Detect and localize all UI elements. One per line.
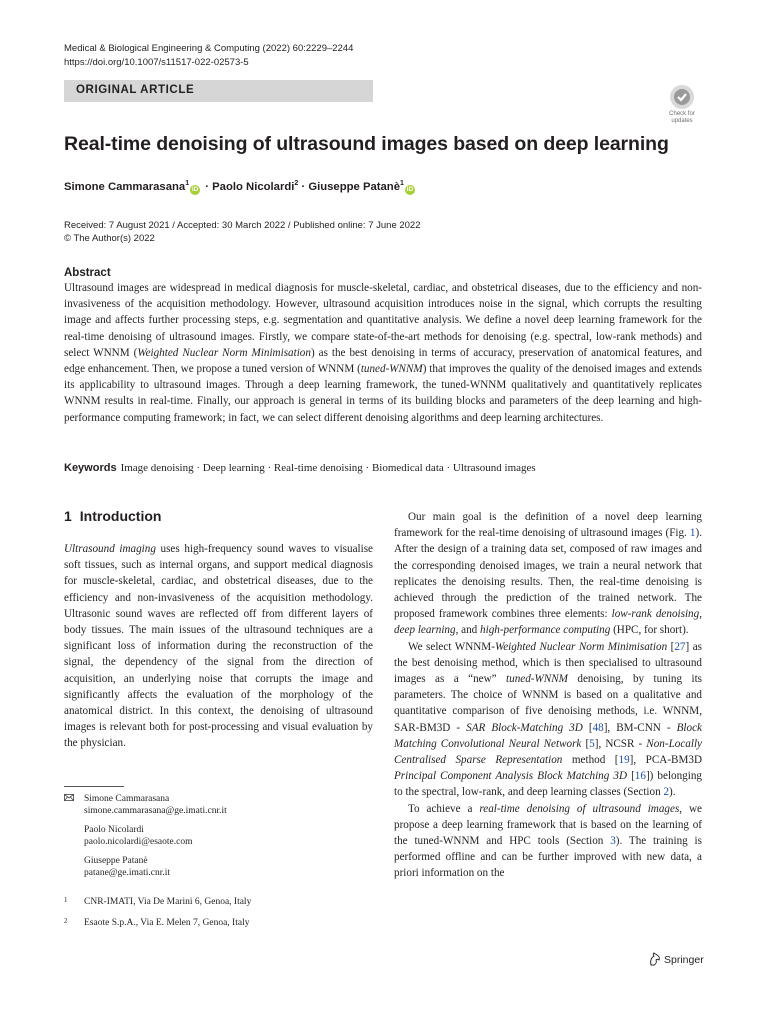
citation-link[interactable]: 5 [589,737,595,750]
keywords [64,462,536,474]
section-link[interactable]: 3 [610,835,616,848]
journal-citation: Medical & Biological Engineering & Computing (2022) 60:2229–2244 [64,43,354,54]
doi-link[interactable]: https://doi.org/10.1007/s11517-022-02573-5 [64,57,249,68]
footnote-divider [64,786,124,787]
contact-email[interactable]: paolo.nicolardi@esaote.com [84,837,193,848]
contact-name: Giuseppe Patanè [84,855,148,866]
journal-header [64,42,353,70]
author-name[interactable]: Giuseppe Patanè [308,181,400,193]
article-type-banner: ORIGINAL ARTICLE [64,80,373,102]
publisher-logo [648,952,704,966]
check-for-updates-icon [669,84,695,110]
article-title: Real-time denoising of ultrasound images based on deep learning [64,133,669,155]
figure-link[interactable]: 1 [689,527,696,540]
citation-link[interactable]: 48 [592,721,604,734]
author-name[interactable]: Simone Cammarasana [64,181,186,193]
orcid-icon[interactable]: iD [406,186,414,193]
contact-email[interactable]: simone.cammarasana@ge.imati.cnr.it [84,806,227,817]
publication-dates: Received: 7 August 2021 / Accepted: 30 March 2022 / Published online: 7 June 2022 © The Author(s) 2022 [64,220,421,244]
check-for-updates-label: Check for updates [669,111,695,124]
contact-name: Paolo Nicolardi [84,824,144,835]
springer-horse-icon [648,952,661,966]
citation-link[interactable]: 16 [634,770,646,783]
check-for-updates-badge[interactable] [662,84,702,124]
author-name[interactable]: Paolo Nicolardi [212,181,295,193]
contact-name: Simone Cammarasana [84,794,170,804]
orcid-icon[interactable]: iD [191,186,199,193]
envelope-icon [64,794,74,801]
author-list: Simone Cammarasana$^1$iD · Paolo Nicolardi$^2$ · Giuseppe Patanè$^1$iD [64,180,414,193]
affiliation: 1 CNR-IMATI, Via De Marini 6, Genoa, Italy [64,896,252,907]
citation-link[interactable]: 27 [674,640,686,653]
keywords-heading: Keywords [64,462,117,474]
section-link[interactable]: 2 [663,786,670,799]
section-heading: 1 Introduction [64,508,162,524]
contact-email[interactable]: patane@ge.imati.cnr.it [84,868,171,879]
affiliation: 2 Esaote S.p.A., Via E. Melen 7, Genoa, Italy [64,917,250,928]
abstract-heading: Abstract [64,267,111,279]
right-column-text: Our main goal is the definition of a novel deep learning framework for the real-time denoising of ultrasound images (Fig. 1). After the design of a training data set, composed of raw images and the corresponding denoised images, we train a neural network that replicates the denoising results. Then, the real-time denoising is achieved through the prediction of the trained network. The proposed framework combines three elements: low-rank denoising, deep learning, and high-performance computing (HPC, for short). We select WNNM-Weighted Nuclear Norm Minimisation [27] as the best denoising method, which is then specialised to ultrasound images as a “new” tuned-WNNM denoising, by tuning its parameters. The choice of WNNM is based on a qualitative and quantitative comparison of five denoising methods, i.e. WNNM, SAR-BM3D - SAR Block-Matching 3D [48], BM-CNN - Block Matching Convolutional Neural Network [5], NCSR - Non-Locally Centralised Sparse Representation method [19], PCA-BM3D Principal Component Analysis Block Matching 3D [16]) belonging to the spectral, low-rank, and deep learning classes (Section 2). To achieve a real-time denoising of ultrasound images, we propose a deep learning framework that is based on the learning of the tuned-WNNM and HPC tools (Section 3). The training is performed offline and can be further improved with new data, a priori information on the [394,511,702,880]
abstract-text: Ultrasound images are widespread in medical diagnosis for muscle-skeletal, cardiac, and obstetrical diseases, due to the efficiency and non-invasiveness of the acquisition methodology. However, ultrasound acquisition introduces noise in the signal, which corrupts the resulting image and affects further processing steps, e.g. segmentation and quantitative analysis. We define a novel deep learning framework for the real-time denoising of ultrasound images. Firstly, we compare state-of-the-art methods for denoising (e.g. spectral, low-rank methods) and select WNNM (Weighted Nuclear Norm Minimisation) as the best denoising in terms of accuracy, preservation of anatomical features, and edge enhancement. Then, we propose a tuned version of WNNM (tuned-WNNM) that improves the quality of the denoised images and extends its applicability to ultrasound images. Through a deep learning framework, the tuned-WNNM qualitatively and quantitatively replicates WNNM results in real-time. Finally, our approach is general in terms of its building blocks and parameters of the deep learning and high-performance computing framework; in fact, we can select different denoising algorithms and deep learning architectures. [64,282,703,424]
keywords-list: Image denoising · Deep learning · Real-time denoising · Biomedical data · Ultrasound images [120,462,536,474]
left-column-text: Ultrasound imaging uses high-frequency sound waves to visualise soft tissues, such as internal organs, and support medical diagnosis for muscle-skeletal, cardiac, and obstetrical diseases, due to the efficiency and non-invasiveness of the acquisition methodology. Ultrasonic sound waves are reflected off from different layers of body tissues. The main issues of the ultrasound techniques are a significant loss of information during the reconstruction of the signal, the dependency of the signal from the direction of acquisition, an underlying noise that corrupts the image and significantly affects the evaluation of the morphology of the anatomical district. In this context, the denoising of ultrasound images is relevant both for post-processing and visual evaluation by the physician. [64,543,374,750]
citation-link[interactable]: 19 [618,754,630,767]
publisher-name: Springer [664,954,704,966]
